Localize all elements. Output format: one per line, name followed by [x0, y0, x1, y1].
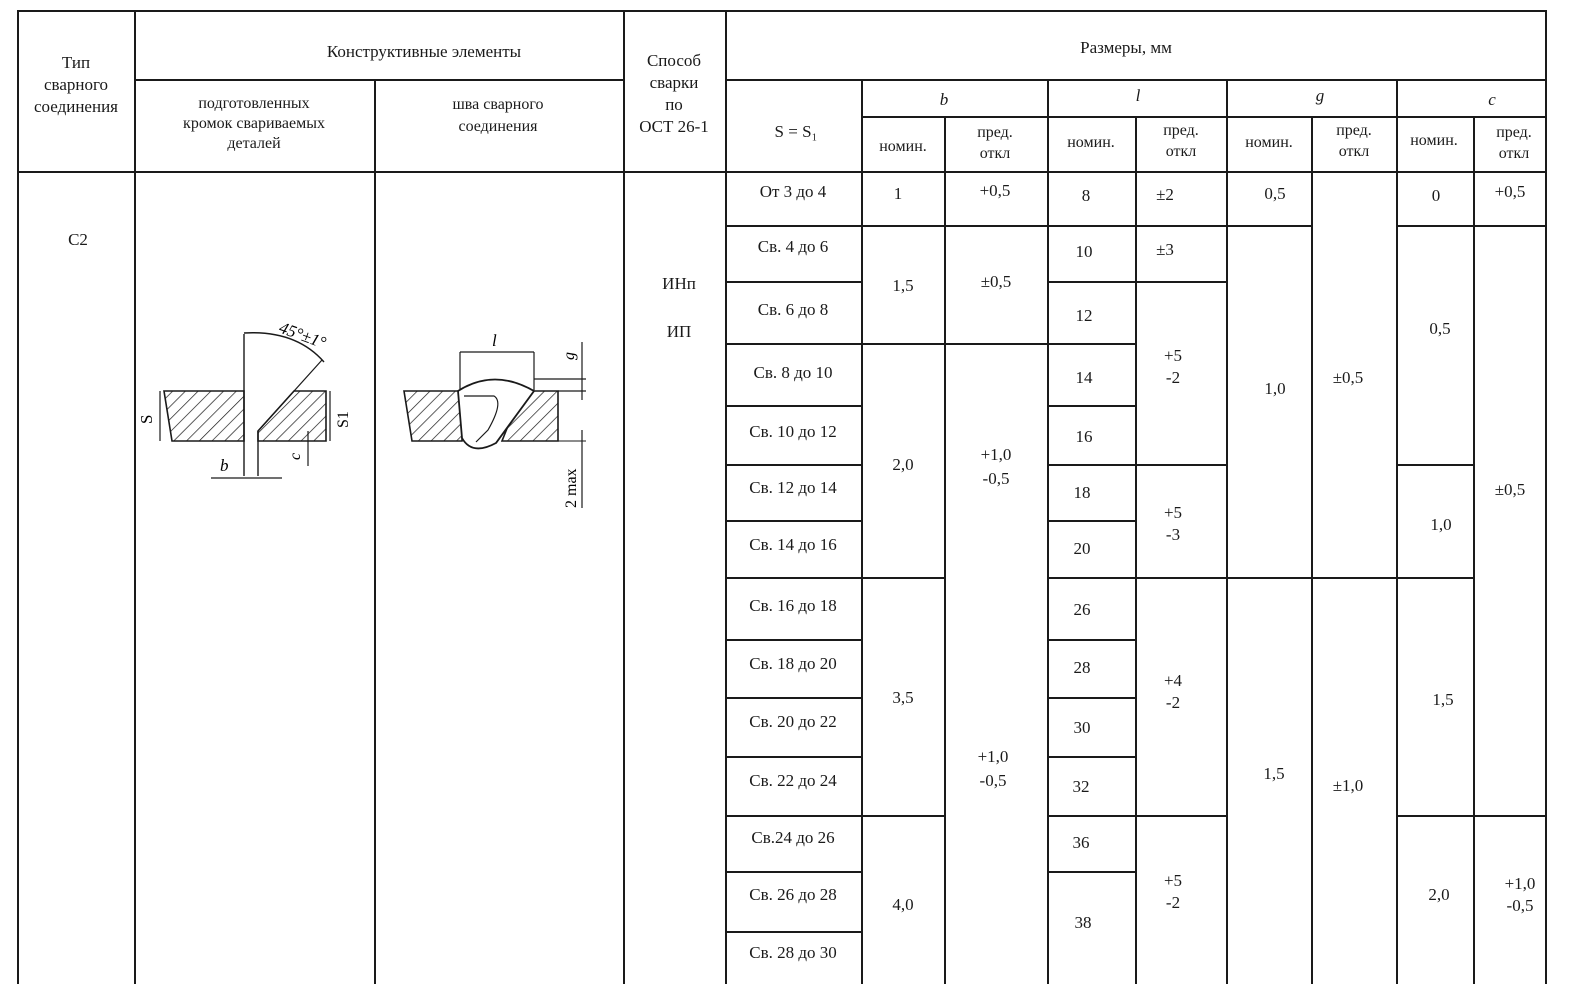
row-line	[861, 225, 1049, 227]
row-line	[861, 577, 946, 579]
row-line	[1226, 225, 1313, 227]
l-nominal: 26	[1073, 600, 1091, 619]
row-line	[1047, 225, 1137, 227]
l-nominal: 16	[1075, 427, 1093, 446]
range-row: Св. 10 до 12	[749, 422, 837, 441]
g-nominal: 1,0	[1264, 379, 1286, 398]
l-nominal: 20	[1073, 539, 1091, 558]
row-line	[725, 931, 863, 933]
b-nominal: 4,0	[892, 895, 914, 914]
range-row: Св. 16 до 18	[749, 596, 837, 615]
c-nominal: 1,5	[1432, 690, 1454, 709]
c-nominal: 0,5	[1429, 319, 1451, 338]
range-row: Св. 26 до 28	[749, 885, 837, 904]
right-plate	[258, 391, 326, 441]
b-label: b	[220, 456, 229, 475]
range-row: Св. 6 до 8	[757, 300, 829, 319]
row-line	[1047, 697, 1137, 699]
l-nominal: 38	[1074, 913, 1092, 932]
range-row: Св. 18 до 20	[749, 654, 837, 673]
edge-preparation-drawing	[136, 300, 372, 500]
header-s: S = S₁	[774, 122, 818, 141]
l-deviation: ±3	[1156, 240, 1174, 259]
g-label: g	[561, 352, 578, 360]
left-plate	[164, 391, 244, 441]
row-line	[1396, 225, 1547, 227]
row-line	[1047, 281, 1137, 283]
c-nominal: 2,0	[1428, 885, 1450, 904]
l-nominal: 30	[1073, 718, 1091, 737]
col-line	[1396, 80, 1398, 984]
col-line	[1473, 117, 1475, 984]
l-deviation: +4 -2	[1163, 671, 1183, 712]
angle-label: 45°±1°	[276, 317, 329, 353]
row-line	[1135, 225, 1228, 227]
row-line	[725, 639, 863, 641]
b-nominal: 2,0	[892, 455, 914, 474]
header-l-nom: номин.	[1067, 134, 1115, 151]
range-row: От 3 до 4	[759, 182, 827, 201]
l-nominal: 8	[1081, 186, 1091, 205]
row-line	[725, 464, 863, 466]
row-line	[725, 871, 863, 873]
b-deviation: ±0,5	[980, 272, 1012, 291]
header-c-nom: номин.	[1410, 132, 1458, 149]
b-nominal: 1,5	[892, 276, 914, 295]
s-label: S	[137, 414, 156, 424]
header-c-dev: пред. откл	[1496, 124, 1532, 162]
row-line	[725, 405, 863, 407]
range-row: Св. 4 до 6	[757, 237, 829, 256]
row-line	[1047, 577, 1137, 579]
row-line	[1135, 281, 1228, 283]
c-nominal: 1,0	[1430, 515, 1452, 534]
row-line	[1047, 871, 1137, 873]
c-deviation: ±0,5	[1494, 480, 1526, 499]
row-line	[861, 343, 1049, 345]
row-line	[725, 79, 1547, 81]
row-line	[1047, 520, 1137, 522]
col-line	[944, 117, 946, 984]
l-nominal: 18	[1073, 483, 1091, 502]
range-row: Св. 22 до 24	[749, 771, 837, 790]
row-line	[1047, 343, 1137, 345]
c-deviation: +1,0 -0,5	[1504, 874, 1536, 915]
header-method: Способ сварки по ОСТ 26-1	[639, 51, 709, 136]
row-line	[1396, 464, 1475, 466]
col-line	[861, 80, 863, 984]
l-nominal: 14	[1075, 368, 1093, 387]
l-deviation: ±2	[1156, 185, 1174, 204]
g-deviation: ±1,0	[1332, 776, 1364, 795]
col-line	[1226, 80, 1228, 984]
row-line	[725, 281, 863, 283]
header-prepared-edges: подготовленных кромок свариваемых деталей	[183, 95, 325, 152]
row-line	[1047, 405, 1137, 407]
l-nominal: 28	[1073, 658, 1091, 677]
b-nominal: 3,5	[892, 688, 914, 707]
l-nominal: 12	[1075, 306, 1093, 325]
l-nominal: 32	[1072, 777, 1090, 796]
c-nominal: 0	[1431, 186, 1441, 205]
method-inp: ИНп	[662, 274, 696, 293]
header-type: Тип сварного соединения	[34, 53, 118, 116]
header-param-g: g	[1315, 86, 1325, 105]
row-line	[1135, 815, 1228, 817]
header-g-dev: пред. откл	[1336, 122, 1372, 160]
row-line	[725, 225, 863, 227]
l-label: l	[492, 331, 497, 350]
row-line	[861, 815, 946, 817]
method-ip: ИП	[666, 322, 692, 341]
col-line	[1135, 117, 1137, 984]
row-line	[725, 520, 863, 522]
range-row: Св.24 до 26	[751, 828, 835, 847]
row-line	[725, 815, 863, 817]
l-nominal: 10	[1075, 242, 1093, 261]
joint-type: С2	[68, 230, 88, 249]
l-deviation: +5 -2	[1163, 346, 1183, 387]
row-line	[134, 79, 625, 81]
weld-left-plate	[404, 391, 462, 441]
table-border-left	[17, 10, 19, 984]
row-line	[1226, 577, 1398, 579]
col-line	[374, 80, 376, 984]
header-sizes: Размеры, мм	[1080, 38, 1172, 57]
col-line	[1047, 80, 1049, 984]
row-line	[725, 697, 863, 699]
range-row: Св. 8 до 10	[753, 363, 833, 382]
l-deviation: +5 -3	[1163, 503, 1183, 544]
range-row: Св. 14 до 16	[749, 535, 837, 554]
l-deviation: +5 -2	[1163, 871, 1183, 912]
header-l-dev: пред. откл	[1163, 122, 1199, 160]
g-nominal: 0,5	[1264, 184, 1286, 203]
b-deviation: +1,0 -0,5	[977, 747, 1009, 790]
b-deviation: +0,5	[979, 181, 1011, 200]
header-bottom-line	[17, 171, 1547, 173]
row-line	[1047, 639, 1137, 641]
b-deviation: +1,0 -0,5	[980, 445, 1012, 488]
row-line	[1396, 577, 1475, 579]
row-line	[1047, 464, 1137, 466]
range-row: Св. 12 до 14	[749, 478, 837, 497]
header-param-c: c	[1488, 90, 1496, 109]
l-nominal: 36	[1072, 833, 1090, 852]
header-g-nom: номин.	[1245, 134, 1293, 151]
range-row: Св. 28 до 30	[749, 943, 837, 962]
col-line	[725, 10, 727, 984]
header-b-nom: номин.	[879, 138, 927, 155]
s1-label: S1	[335, 411, 352, 428]
c-deviation: +0,5	[1494, 182, 1526, 201]
row-line	[725, 343, 863, 345]
header-weld-seam: шва сварного соединения	[452, 96, 544, 135]
g-deviation: ±0,5	[1332, 368, 1364, 387]
row-line	[1135, 464, 1228, 466]
header-b-dev: пред. откл	[977, 124, 1013, 162]
col-line	[623, 10, 625, 984]
c-label: c	[287, 452, 304, 460]
weld-seam-drawing	[376, 330, 620, 520]
header-constructive: Конструктивные элементы	[326, 42, 522, 61]
range-row: Св. 20 до 22	[749, 712, 837, 731]
row-line	[1047, 756, 1137, 758]
max-label: 2 max	[563, 468, 580, 508]
col-line	[1311, 117, 1313, 984]
row-line	[725, 577, 863, 579]
table-border-right	[1545, 10, 1547, 984]
g-nominal: 1,5	[1263, 764, 1285, 783]
row-line	[1135, 577, 1228, 579]
header-param-b: b	[939, 90, 949, 109]
b-nominal: 1	[893, 184, 903, 203]
row-line	[725, 756, 863, 758]
header-param-l: l	[1135, 86, 1141, 105]
row-line	[861, 116, 1547, 118]
row-line	[1047, 815, 1137, 817]
row-line	[1396, 815, 1547, 817]
table-border-top	[17, 10, 1547, 12]
